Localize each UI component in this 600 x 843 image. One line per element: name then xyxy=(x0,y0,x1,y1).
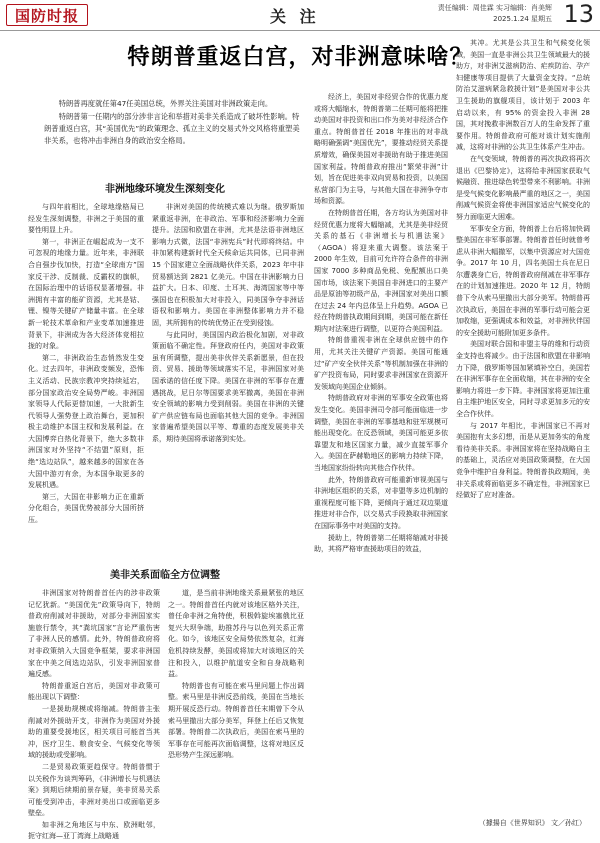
article-byline: （據揚自《世界知识》 文／孙红） xyxy=(478,819,586,827)
paragraph: 特朗普重返白宫后，美国对非政策可能出现以下调整： xyxy=(28,681,160,702)
paragraph: 经济上，美国对非经贸合作的优惠力度或将大幅缩水，特朗普第二任期可能将把推动美国对非投资和出口作为美对非经济合作重点。特朗普首任 2018 年推出的对非战略明确强调“美国优先”，要推动经贸关系提质增效，确保美国对非援助有助于推进美国国家利益。特朗普政府推出“繁荣非洲”计划，旨在促进美非双向贸易和投资，以美国私营部门为主导，与其他大国在非洲争夺市场和资源。 xyxy=(314,93,448,206)
column-2-bottom xyxy=(168,588,304,828)
paragraph: 在气变领域，特朗普的再次执政将再次退出《巴黎协定》，这将给非洲国家获取气候融资、推进绿色转型带来不利影响。非洲是受气候变化影响最严重的地区之一，美国削减气候资金将使非洲国家适应气候变化的努力面临更大困难。 xyxy=(456,154,590,221)
paragraph: 第一，非洲正在崛起成为一支不可忽视的地缘力量。近年来，非洲联合自强步伐加快，打造“全球南方”国家反干涉、反制裁、反霸权的旗帜，在国际治理中的话语权显著增强。非洲拥有丰富的能矿资源，尤其是钴、锂、镍等关键矿产储量丰富。在全球新一轮技术革命和产业变革加速推进背景下，非洲成为各大经济体竞相拉拢的对象。 xyxy=(28,237,144,351)
paragraph: 非洲国家对特朗普首任内的涉非政策记忆犹新。“美国优先”政策导向下，特朗普政府削减对非援助，对部分非洲国家实施旅行禁令，其“粪坑国家”言论严重伤害了非洲人民的感情。此外，特朗普政府将对非政策纳入大国竞争框架，要求非洲国家在中美之间选边站队，引发非洲国家普遍反感。 xyxy=(28,589,160,679)
paragraph: 与此同时，美国国内政治极化加剧，对非政策面临不确定性。拜登政府任内，美国对非政策虽有所调整，提出美非伙伴关系新愿景，但在投资、贸易、援助等领域落实不足，非洲国家对美国承诺的信任度下降。美国在非洲的军事存在遭遇挑战，尼日尔等国要求美军撤离，美国在非洲安全领域的影响力受到削弱。美国在非洲的关键矿产供应链布局也面临其他大国的竞争。非洲国家普遍希望美国以平等、尊重的态度发展美非关系，期待美国将承诺落到实处。 xyxy=(152,330,304,443)
paragraph: 美国对联合国和非盟主导的维和行动资金支持也将减少。由于法国和欧盟在非影响力下降，俄罗斯等国加紧填补空白，美国若在非洲军事存在全面收缩，其在非洲的安全影响力将进一步下降。非洲国家将更加注重自主维护地区安全，同时寻求更加多元的安全合作伙伴。 xyxy=(456,340,590,418)
column-3 xyxy=(314,92,448,830)
paragraph: 特朗普也有可能在索马里问题上作出调整。索马里是非洲反恐前线，美国在当地长期开展反恐行动。特朗普首任末期曾下令从索马里撤出大部分美军，拜登上任后又恢复部署。特朗普二次执政后，美国在索马里的军事存在可能再次面临调整，这将对地区反恐形势产生深远影响。 xyxy=(168,681,304,760)
paragraph: 其冲。尤其是公共卫生和气候变化领域，美国一直是非洲公共卫生领域最大的援助方，对非洲艾滋病防治、疟疾防治、孕产妇健康等项目提供了大量资金支持。“总统防治艾滋病紧急救援计划”是美国对非公共卫生援助的旗舰项目，该计划于 2003 年启动以来，有 95% 的资金投入非洲 28 国，其对挽救非洲数百万人的生命发挥了重要作用。特朗普政府可能对该计划实施削减，这将对非洲的公共卫生体系产生冲击。 xyxy=(456,39,590,152)
lead-paragraph xyxy=(44,98,306,148)
newspaper-logo: 国防时报 xyxy=(6,4,88,26)
lead-line: 特朗普再度就任第47任美国总统，外界关注美国对非洲政策走向。 xyxy=(58,99,273,108)
column-1-top xyxy=(28,202,144,557)
lead-line: 特朗普第一任期内的部分涉非言论和举措对美非关系造成了破坏性影响。特朗普重返白宫，其“美国优先”的政策理念、孤立主义的交易式外交风格将重塑美非关系，也将冲击非洲自身的政治安全格局。 xyxy=(44,112,300,145)
paragraph: 与 2017 年相比，非洲国家已不再对美国抱有太多幻想，而是从更加务实的角度看待美非关系。非洲国家将在坚持战略自主的基础上，灵活应对美国政策调整，在大国竞争中维护自身利益。特朗普执政期间，美非关系或将面临更多不确定性，非洲国家已经做好了应对准备。 xyxy=(456,421,590,500)
paragraph: 道，是当前非洲地缘关系最紧张的地区之一。特朗普首任内就对该地区格外关注，曾任命非洲之角特使，积极斡旋埃塞俄比亚复兴大坝争端，助推苏丹与以色列关系正常化。如今，该地区安全局势依然复杂，红海危机持续发酵，美国或将加大对该地区的关注和投入，以维护航道安全和自身战略利益。 xyxy=(168,589,304,679)
paragraph: 与四年前相比，全球地缘格局已经发生深刻调整，非洲之于美国的重要性明显上升。 xyxy=(28,203,144,235)
paragraph: 非洲对美国的传统模式难以为继。俄罗斯加紧重返非洲，在非政治、军事和经济影响力全面提升。法国和欧盟在非洲，尤其是法语非洲地区影响力式微，法国“非洲宪兵”时代即将终结。中非加紧构建新时代全天候命运共同体，已同非洲 15 个国家建立全面战略伙伴关系，2023 年中非贸易额达到 2821 亿美元。中国在非洲影响力日益扩大。日本、印度、土耳其、海湾国家等中等强国也在积极加大对非投入，同美国争夺非洲话语权和影响力。美国在非洲整体影响力并不稳固，其所拥有的传统优势正在受到侵蚀。 xyxy=(152,203,304,327)
paragraph: 此外，特朗普政府可能重新审视美国与非洲地区组织的关系，对非盟等多边机制的重视程度可能下降，更倾向于通过双边渠道推进对非合作，以交易式手段换取非洲国家在国际事务中对美国的支持。 xyxy=(314,475,448,530)
paragraph: 二是贸易政策更趋保守。特朗普惯于以关税作为谈判筹码，《非洲增长与机遇法案》到期后续期前景存疑，美非贸易关系可能受到冲击，非洲对美出口或面临更多壁垒。 xyxy=(28,762,160,818)
headline: 特朗普重返白宫，对非洲意味啥？ xyxy=(127,45,473,70)
column-4 xyxy=(456,38,590,814)
paragraph: 特朗普政府对非洲的军事安全政策也将发生变化。美国非洲司令部可能面临进一步调整，美国在非洲的军事基地和驻军规模可能出现变化。在反恐领域，美国可能更多依靠盟友和地区国家力量，减少直接军事介入。美国在萨赫勒地区的影响力持续下降，当地国家纷纷转向其他合作伙伴。 xyxy=(314,394,448,472)
paragraph: 如非洲之角地区与中东、欧洲毗邻，扼守红海—亚丁湾海上战略通 xyxy=(28,820,160,841)
subheading-1: 非洲地缘环境发生深刻变化 xyxy=(105,184,225,195)
paragraph: 第二，非洲政治生态悄然发生变化。过去四年，非洲政变频发，恐怖主义活动、民族宗教冲突持续延宕，部分国家政治安全局势严峻。非洲国家领导人代际更替加速，一大批新生代领导人强势登上政治舞台，更加积极主动维护本国主权和发展利益。在大国博弈白热化背景下，绝大多数非洲国家对外坚持“不结盟”原则，拒绝“选边站队”，越来越多的国家在各大国中游刃有余，为本国争取更多的发展机遇。 xyxy=(28,353,144,490)
paragraph: 特朗普重视非洲在全球供应链中的作用，尤其关注关键矿产资源。美国可能通过“矿产安全伙伴关系”等机制加强在非洲的矿产投资布局，同时要求非洲国家在资源开发领域向美国企业倾斜。 xyxy=(314,336,448,391)
section-name: 关 注 xyxy=(270,7,320,26)
subheading-2: 美非关系面临全方位调整 xyxy=(110,570,220,581)
paragraph: 援助上，特朗普第二任期将缩减对非援助，其将严格审查援助项目的效益， xyxy=(314,533,448,554)
page-number: 13 xyxy=(563,0,594,28)
editor-line: 责任编辑：周佳霖 实习编辑：肖美辉 xyxy=(437,4,552,12)
column-1-bottom xyxy=(28,588,160,841)
paragraph: 在特朗普首任期，各方均认为美国对非经贸优惠力度将大幅缩减，尤其是美非经贸关系的基石《非洲增长与机遇法案》（AGOA）将迎来重大调整。该法案于 2000 年生效，目前可允许符合条件的非洲国家 7000 多种商品免税、免配额出口美国市场，该法案下美国自非洲进口的主要产品是原油等初级产品，非洲国家对美出口额在过去 24 年内总体呈上升趋势。AGOA 已经在特朗普执政期间到期，美国可能在新任期内对法案进行调整，以更符合美国利益。 xyxy=(314,208,448,333)
paragraph: 军事安全方面，特朗普上台后将加快调整美国在非军事部署。特朗普首任时就曾考虑从非洲大幅撤军，以集中资源应对大国竞争。2017 年 10 月，四名美国士兵在尼日尔遭袭身亡后，特朗普政府削减在非军事存在的计划加速推进。2020 年 12 月，特朗普下令从索马里撤出大部分美军。特朗普再次执政后，美国在非洲的军事行动可能会更加收缩，更强调成本和效益，对非洲伙伴国的安全援助可能附加更多条件。 xyxy=(456,224,590,337)
masthead-meta xyxy=(438,3,552,25)
date-line: 2025.1.24 星期五 xyxy=(493,15,552,23)
masthead xyxy=(0,0,600,31)
column-2-top xyxy=(152,202,304,557)
paragraph: 第三，大国在非影响力正在重新分化组合，美国优势被部分大国所挤压。 xyxy=(28,492,144,525)
paragraph: 一是援助规模或将缩减。特朗普主张削减对外援助开支，非洲作为美国对外援助的重要受援地区，相关项目可能首当其冲，医疗卫生、粮食安全、气候变化等领域的援助或受影响。 xyxy=(28,704,160,760)
